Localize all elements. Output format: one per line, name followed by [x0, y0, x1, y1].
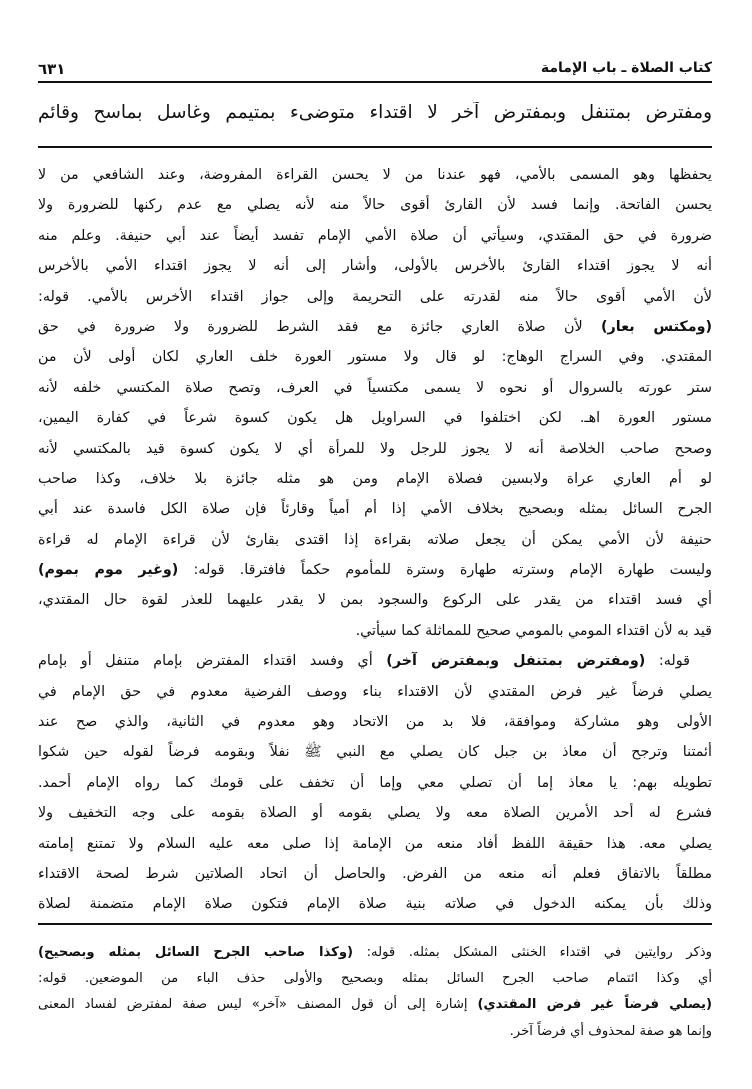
page-number: ٦٣١ [38, 60, 66, 78]
commentary-line [38, 829, 712, 859]
commentary-line [38, 585, 712, 615]
text-segment: حنيفة لأن الأمي يمكن أن يجعل صلاته بقراءة إذا اقتدى بقارئ لأن قراءة الإمام له قراءة [38, 531, 712, 548]
footnote-line [38, 1019, 712, 1045]
text-segment: مستور العورة اهـ. لكن اختلفوا في السراويل هل يكون كسوة شرعاً في كفارة اليمين، [38, 410, 712, 427]
text-segment: أنه لا يجوز اقتداء القارئ بالأخرس بالأولى، وأشار إلى أنه لا يجوز اقتداء الأمي بالأخرس [38, 258, 712, 275]
commentary-line [38, 525, 712, 555]
quoted-matn-phrase: (ومكتس بعار) [601, 318, 712, 335]
text-segment: لأن صلاة العاري جائزة مع فقد الشرط للضرورة ولا ضرورة في حق [38, 318, 601, 335]
text-segment: يحفظها وهو المسمى بالأمي، فهو عندنا من لا يحسن القراءة المفروضة، وعند الشافعي من لا [38, 167, 712, 183]
commentary-line [38, 312, 712, 342]
running-header [38, 60, 712, 80]
text-segment: يصلي معه. هذا حقيقة اللفظ أفاد منعه من الإمامة إذا صلى معه عليه السلام ولا تمتنع إمامته [38, 835, 712, 852]
commentary-line [38, 160, 712, 190]
text-segment: ضرورة في حق المقتدي، وسيأتي أن صلاة الأمي الإمام تفسد أيضاً عند أبي حنيفة. وعلم منه [38, 227, 712, 244]
commentary-line [38, 616, 712, 646]
text-segment: ستر عورته بالسروال أو نحوه لا يسمى مكتسياً في العرف، وتصح صلاة المكتسي خلفه لأنه [38, 379, 712, 396]
quoted-matn-phrase: (وغير موم بموم) [38, 562, 179, 579]
commentary-line [38, 464, 712, 494]
text-segment: يصلي فرضاً غير فرض المقتدي لأن الاقتداء بناء ووصف الفرضية معدوم في حق الإمام في [38, 683, 712, 700]
text-segment: المقتدي. وفي السراج الوهاج: لو قال ولا مستور العورة خلف العاري لكان أولى لأن من [38, 349, 712, 366]
commentary-line [38, 221, 712, 251]
text-segment: وذلك بأن يمكنه الدخول في صلاته بنية صلاة الإمام فتكون صلاة الإمام متضمنة لصلاة [38, 896, 712, 913]
text-segment: الجرح السائل بمثله وبصحيح بخلاف الأمي إذا أم أمياً وقارئاً فإن صلاة الكل فاسدة عند أبي [38, 501, 712, 518]
text-segment: مطلقاً بالاتفاق فعلم أنه منعه من الفرض. والحاصل أن اتحاد الصلاتين شرط لصحة الاقتداء [38, 865, 712, 882]
footnote-line [38, 992, 712, 1018]
commentary-line [38, 859, 712, 889]
text-segment: أي فسد اقتداء من يقدر على الركوع والسجود بمن لا يقدر عليهما للعذر لقوة حال المقتدي، [38, 592, 712, 609]
text-segment: قيد به لأن اقتداء المومي بالمومي صحيح للمماثلة كما سيأتي. [355, 622, 712, 639]
text-segment: أئمتنا وترجح أن معاذ بن جبل كان يصلي مع النبي ﷺ نفلاً وبقومه فرضاً لقوله حين شكوا [38, 744, 712, 761]
header-rule [38, 81, 712, 83]
commentary-line [38, 494, 712, 524]
commentary-line [38, 342, 712, 372]
text-segment: لأن الأمي أقوى حالاً منه لقدرته على التحريمة وإلى جواز اقتداء الأخرس بالأمي. قوله: [38, 288, 712, 305]
commentary-text [38, 160, 712, 920]
quoted-matn-phrase: (ومفترض بمتنفل وبمفترض آخر) [386, 653, 646, 670]
commentary-line [38, 373, 712, 403]
text-segment: يحسن الفاتحة. وإنما فسد لأن القارئ أقوى حالاً منه لأنه يصلي مع عدم ركنها للضرورة ولا [38, 197, 712, 214]
text-segment: تطويله بهم: يا معاذ إما أن تصلي معي وإما أن تخفف على قومك كما رواه الإمام أحمد. [38, 774, 712, 791]
footnotes [38, 940, 712, 1045]
text-segment: قوله: [645, 653, 690, 670]
main-text-line: ومفترض بمتنفل وبمفترض آخر لا اقتداء متوضىء بمتيمم وغاسل بماسح وقائم [38, 102, 712, 123]
text-segment: أي وفسد اقتداء المفترض بإمام متنفل أو بإمام [38, 653, 387, 670]
quoted-matn-phrase: (وكذا صاحب الجرح السائل بمثله وبصحيح) [38, 945, 354, 960]
text-segment: أي وكذا ائتمام صاحب الجرح السائل بمثله وبصحيح والأولى حذف الباء من الموضعين. قوله: [38, 971, 712, 987]
text-segment: وصحح صاحب الخلاصة أنه لا يجوز للرجل ولا للمرأة أي لا يكون كسوة قيد بالمكتسي لأنه [38, 440, 712, 457]
quoted-matn-phrase: (يصلي فرضاً غير فرض المقتدي) [477, 997, 712, 1013]
footnote-line [38, 966, 712, 992]
text-segment: إشارة إلى أن قول المصنف «آخر» ليس صفة لمفترض لفساد المعنى [38, 997, 478, 1013]
text-segment: وليست طهارة الإمام وسترته طهارة وسترة للمأموم حكماً فافترقا. قوله: [178, 562, 712, 579]
text-segment: لو أم العاري عراة ولابسين فصلاة الإمام ومن هو مثله جائزة بلا خلاف، وكذا صاحب [38, 470, 712, 487]
commentary-line [38, 707, 712, 737]
text-segment: وإنما هو صفة لمحذوف أي فرضاً آخر. [509, 1023, 712, 1039]
commentary-line [38, 282, 712, 312]
footnote-rule [38, 923, 712, 925]
commentary-line [38, 646, 712, 676]
commentary-line [38, 768, 712, 798]
commentary-line [38, 434, 712, 464]
chapter-title: كتاب الصلاة ـ باب الإمامة [540, 60, 712, 76]
commentary-line [38, 798, 712, 828]
commentary-line [38, 403, 712, 433]
footnote-line [38, 940, 712, 966]
commentary-line [38, 251, 712, 281]
text-segment: وذكر روايتين في اقتداء الخنثى المشكل بمثله. قوله: [353, 945, 712, 960]
matn-rule [38, 146, 712, 148]
commentary-line [38, 555, 712, 585]
text-segment: فشرع له أحد الأمرين الصلاة معه ولا يصلي بقومه أو الصلاة بقومه على وجه التخفيف ولا [38, 805, 712, 822]
commentary-line [38, 889, 712, 919]
commentary-line [38, 737, 712, 767]
commentary-line [38, 677, 712, 707]
text-segment: الأولى وهو مشاركة وموافقة، فلا بد من الاتحاد وهو معدوم في الثانية، والذي صح عند [38, 714, 712, 731]
commentary-line [38, 190, 712, 220]
